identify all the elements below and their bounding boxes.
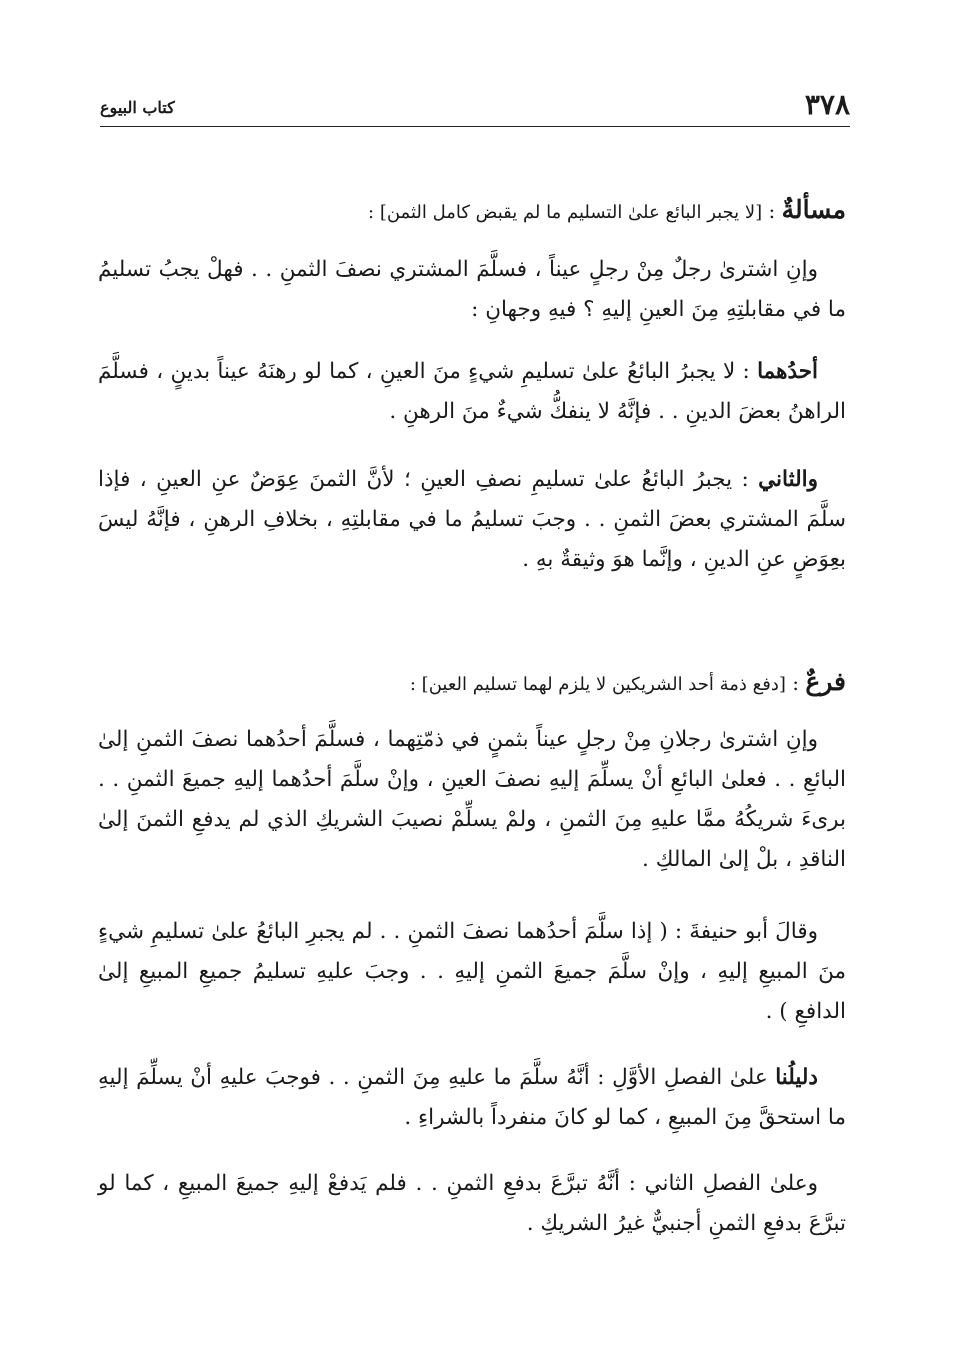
section-label: فرعٌ	[805, 667, 846, 696]
lead-word: دليلُنا	[775, 1065, 818, 1090]
paragraph-text: وقالَ أبو حنيفةَ : ( إذا سلَّمَ أحدُهما نصفَ الثمنِ . . لم يجبرِ البائعُ علىٰ تسليمِ شيءٍ منَ المبيعِ إليهِ ، وإنْ سلَّمَ جميعَ الثمنِ إليهِ . . وجبَ عليهِ تسليمُ جميعِ المبيعِ إلىٰ الدافعِ ) .	[98, 919, 846, 1024]
section-label: مسألةٌ	[781, 195, 846, 224]
paragraph	[98, 1058, 846, 1138]
running-header	[100, 86, 850, 127]
section-title: [لا يجبر البائع علىٰ التسليم ما لم يقبض كامل الثمن] :	[368, 202, 763, 223]
section-title: [دفع ذمة أحد الشريكين لا يلزم لهما تسليم العين] :	[409, 674, 786, 695]
section-masala	[98, 190, 846, 233]
section-far	[98, 662, 846, 705]
paragraph	[98, 352, 846, 432]
page-number: ٣٧٨	[804, 88, 850, 121]
paragraph-body: علىٰ الفصلِ الأوَّلِ : أنَّهُ سلَّمَ ما عليهِ مِنَ الثمنِ . . فوجبَ عليهِ أنْ يسلِّمَ إليهِ ما استحقَّ مِنَ المبيعِ ، كما لو كانَ منفرداً بالشراءِ .	[98, 1065, 846, 1130]
paragraph	[98, 912, 846, 1032]
lead-word: أحدُهما	[757, 359, 818, 384]
section-heading	[98, 190, 846, 233]
lead-word: والثاني	[758, 467, 818, 492]
paragraph-text	[98, 1058, 846, 1138]
book-title: كتاب البيوع	[100, 98, 175, 117]
paragraph-text: وإنِ اشترىٰ رجلٌ مِنْ رجلٍ عيناً ، فسلَّمَ المشتري نصفَ الثمنِ . . فهلْ يجبُ تسليمُ ما في مقابلتِهِ مِنَ العينِ إليهِ ؟ فيهِ وجهانِ :	[98, 257, 846, 322]
paragraph	[98, 460, 846, 580]
heading-separator: :	[762, 199, 782, 223]
heading-separator: :	[785, 671, 806, 695]
paragraph-text	[98, 352, 846, 432]
paragraph	[98, 1164, 846, 1244]
paragraph-text: وإنِ اشترىٰ رجلانِ مِنْ رجلٍ عيناً بثمنٍ في ذمّتِهما ، فسلَّمَ أحدُهما نصفَ الثمنِ إلىٰ البائعِ . . فعلىٰ البائعِ أنْ يسلِّمَ إليهِ نصفَ العينِ ، وإنْ سلَّمَ أحدُهما إليهِ جميعَ الثمنِ . . برىءَ شريكُهُ ممَّا عليهِ مِنَ الثمنِ ، ولمْ يسلِّمْ نصيبَ الشريكِ الذي لم يدفعِ الثمنَ إلىٰ الناقدِ ، بلْ إلىٰ المالكِ .	[98, 727, 846, 872]
paragraph	[98, 720, 846, 880]
section-heading	[98, 662, 846, 705]
paragraph-body: : يجبرُ البائعُ علىٰ تسليمِ نصفِ العينِ ؛ لأنَّ الثمنَ عِوَضٌ عنِ العينِ ، فإذا سلَّمَ المشتري بعضَ الثمنِ . . وجبَ تسليمُ ما في مقابلتِهِ ، بخلافِ الرهنِ ، فإنَّهُ ليسَ بعِوَضٍ عنِ الدينِ ، وإنَّما هوَ وثيقةٌ بهِ .	[98, 467, 846, 572]
paragraph-text	[98, 460, 846, 580]
paragraph	[98, 250, 846, 330]
paragraph-body: : لا يجبرُ البائعُ علىٰ تسليمِ شيءٍ منَ العينِ ، كما لو رهنَهُ عيناً بدينٍ ، فسلَّمَ الراهنُ بعضَ الدينِ . . فإنَّهُ لا ينفكُّ شيءٌ منَ الرهنِ .	[98, 359, 846, 424]
paragraph-text: وعلىٰ الفصلِ الثاني : أنَّهُ تبرَّعَ بدفعِ الثمنِ . . فلم يَدفعْ إليهِ جميعَ المبيعِ ، كما لو تبرَّعَ بدفعِ الثمنِ أجنبيٌّ غيرُ الشريكِ .	[98, 1171, 846, 1236]
